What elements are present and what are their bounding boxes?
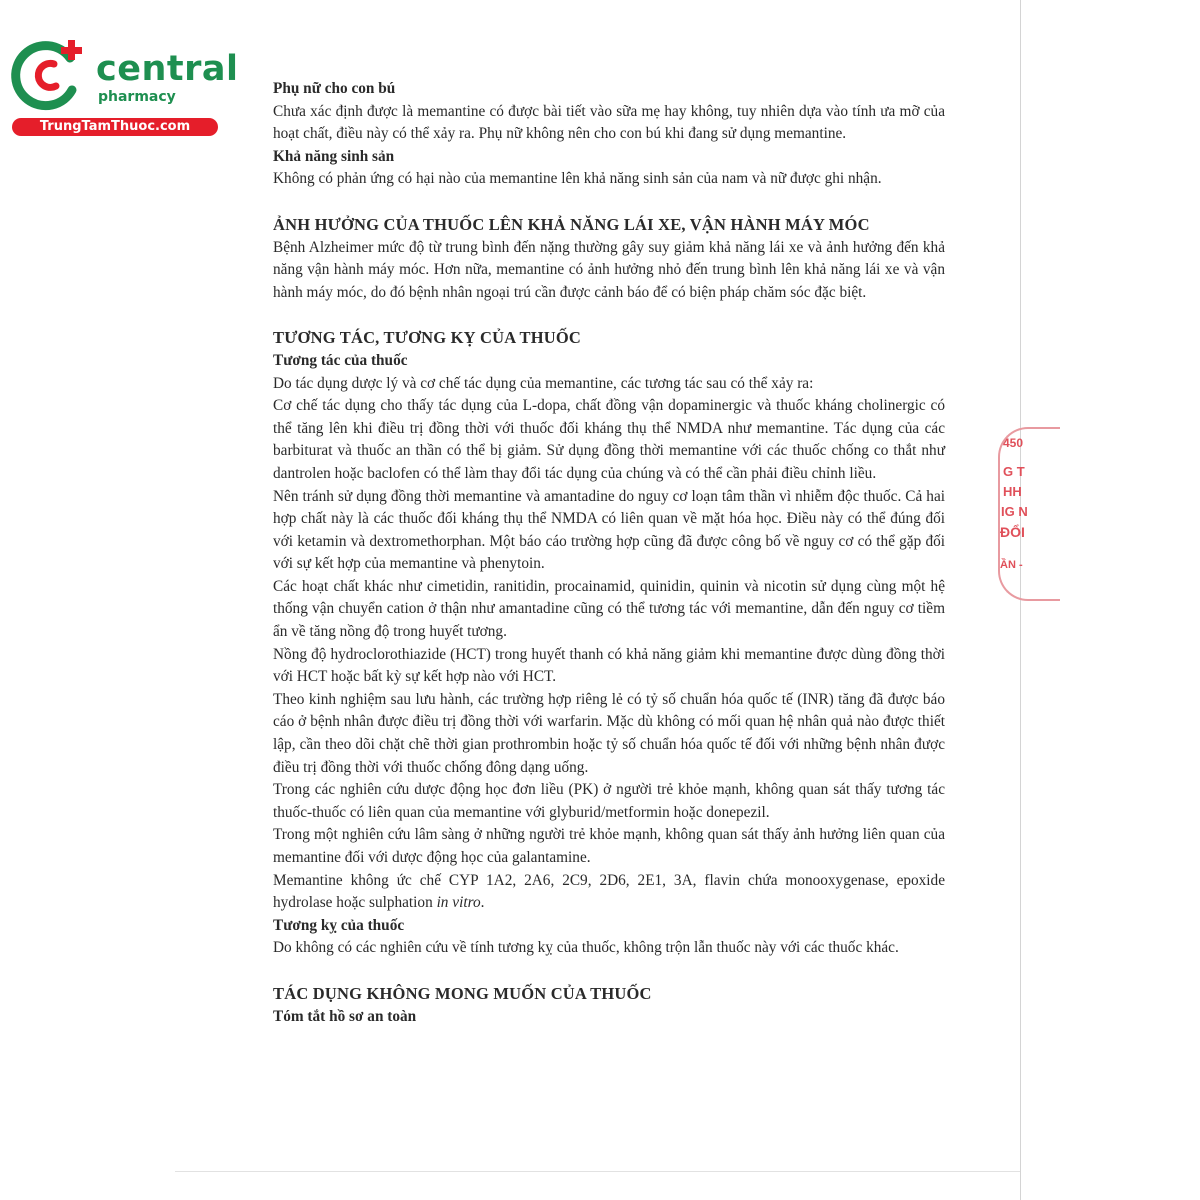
- heading-breastfeeding: Phụ nữ cho con bú: [273, 80, 396, 97]
- section-title-driving: ẢNH HƯỞNG CỦA THUỐC LÊN KHẢ NĂNG LÁI XE, VẬN HÀNH MÁY MÓC: [273, 214, 870, 234]
- paragraph-cation-transport: Các hoạt chất khác như cimetidin, ranitidin, procainamid, quinidin, quinin và nicotin sử dụng cùng một hệ thống vận chuyển cation ở thận như amantadine cũng có thể tương tác với memantine, dẫn đến nguy cơ tiềm ẩn về tăng nồng độ trong huyết tương.: [273, 577, 945, 641]
- paragraph-hct: Nồng độ hydroclorothiazide (HCT) trong huyết thanh có khả năng giảm khi memantine được dùng đồng thời với HCT hoặc bất kỳ sự kết hợp nào với HCT.: [273, 645, 945, 686]
- heading-fertility: Khả năng sinh sản: [273, 147, 395, 165]
- stamp-text-3: HH: [1003, 484, 1022, 499]
- paragraph-pk-study: Trong các nghiên cứu dược động học đơn liều (PK) ở người trẻ khỏe mạnh, không quan sát thấy tương tác thuốc-thuốc có liên quan của memantine với glyburid/metformin hoặc donepezil.: [273, 781, 945, 821]
- in-vitro-text: in vitro: [436, 894, 481, 912]
- logo-url-badge[interactable]: TrungTamThuoc.com: [12, 118, 218, 136]
- paragraph-galantamine: Trong một nghiên cứu lâm sàng ở những người trẻ khỏe mạnh, không quan sát thấy ảnh hưởng liên quan của memantine đối với dược động học của galantamine.: [273, 826, 945, 866]
- paragraph-fertility: Không có phản ứng có hại nào của memantine lên khả năng sinh sản của nam và nữ được ghi nhận.: [273, 170, 882, 188]
- logo-name: central: [96, 49, 239, 89]
- paragraph-driving: Bệnh Alzheimer mức độ từ trung bình đến nặng thường gây suy giảm khả năng lái xe và ảnh hưởng đến khả năng vận hành máy móc. Hơn nữa, memantine có ảnh hưởng nhỏ đến trung bình lên khả năng lái xe và vận hành máy móc, do đó bệnh nhân ngoại trú cần được cảnh báo để có biện pháp chăm sóc đặc biệt.: [273, 238, 945, 301]
- section-title-interactions: TƯƠNG TÁC, TƯƠNG KỴ CỦA THUỐC: [273, 328, 582, 348]
- paragraph-amantadine: Nên tránh sử dụng đồng thời memantine và amantadine do nguy cơ loạn tâm thần vì nhiễm độc thuốc. Cả hai hợp chất này là các thuốc đối kháng thụ thể NMDA có liên quan về mặt hóa học. Điều này có thể đúng đối với ketamin và dextromethorphan. Một báo cáo trường hợp cũng đã được công bố về nguy cơ có thể gặp đối với sự kết hợp của memantine và phenytoin.: [273, 487, 945, 573]
- stamp-text-5: ĐỔI: [1000, 524, 1025, 540]
- heading-drug-interactions: Tương tác của thuốc: [273, 351, 408, 369]
- page-edge-bottom: [175, 1171, 1020, 1172]
- paragraph-cyp: [273, 870, 945, 915]
- paragraph-interactions-intro: Do tác dụng dược lý và cơ chế tác dụng của memantine, các tương tác sau có thể xảy ra:: [273, 374, 814, 392]
- section-title-adverse-effects: TÁC DỤNG KHÔNG MONG MUỐN CỦA THUỐC: [273, 983, 652, 1003]
- heading-incompatibility: Tương kỵ của thuốc: [273, 916, 405, 934]
- stamp-text-2: G T: [1003, 464, 1025, 479]
- paragraph-incompatibility: Do không có các nghiên cứu về tính tương kỵ của thuốc, không trộn lẫn thuốc này với các thuốc khác.: [273, 939, 899, 957]
- paragraph-warfarin: Theo kinh nghiệm sau lưu hành, các trường hợp riêng lẻ có tỷ số chuẩn hóa quốc tế (INR) tăng đã được báo cáo ở bệnh nhân được điều trị đồng thời với warfarin. Mặc dù không có mối quan hệ nhân quả nào được thiết lập, cần theo dõi chặt chẽ thời gian prothrombin hoặc tỷ số chuẩn hóa quốc tế đối với những bệnh nhân được điều trị đồng thời với thuốc chống đông dạng uống.: [273, 690, 945, 776]
- paragraph-ldopa: Cơ chế tác dụng cho thấy tác dụng của L-dopa, chất đồng vận dopaminergic và thuốc kháng cholinergic có thể tăng lên khi điều trị đồng thời với thuốc đối kháng thụ thể NMDA như memantine. Tác dụng của các barbiturat và thuốc an thần có thể bị giảm. Sử dụng đồng thời memantine với các thuốc chống co thắt như dantrolen hoặc baclofen có thể làm thay đổi tác dụng của chúng và có thể cần phải điều chỉnh liều.: [273, 397, 945, 482]
- red-stamp-partial: [990, 425, 1030, 605]
- document-body: [273, 78, 945, 1028]
- cyp-text: Memantine không ức chế CYP 1A2, 2A6, 2C9, 2D6, 2E1, 3A, flavin chứa monooxygenase, epoxide hydrolase hoặc sulphation: [273, 871, 945, 912]
- stamp-text-1: 450: [1003, 436, 1024, 450]
- logo-mark-icon: [10, 38, 94, 114]
- heading-safety-summary: Tóm tắt hồ sơ an toàn: [273, 1007, 417, 1025]
- cyp-period: .: [480, 894, 485, 912]
- stamp-text-4: IG N: [1001, 504, 1028, 519]
- central-pharmacy-logo[interactable]: [10, 38, 239, 138]
- stamp-text-6: ẦN -: [1000, 559, 1023, 571]
- paragraph-breastfeeding: Chưa xác định được là memantine có được bài tiết vào sữa mẹ hay không, tuy nhiên dựa vào tính ưa mỡ của hoạt chất, điều này có thể xảy ra. Phụ nữ không nên cho con bú khi đang sử dụng memantine.: [273, 102, 945, 143]
- logo-subtitle: pharmacy: [98, 89, 176, 105]
